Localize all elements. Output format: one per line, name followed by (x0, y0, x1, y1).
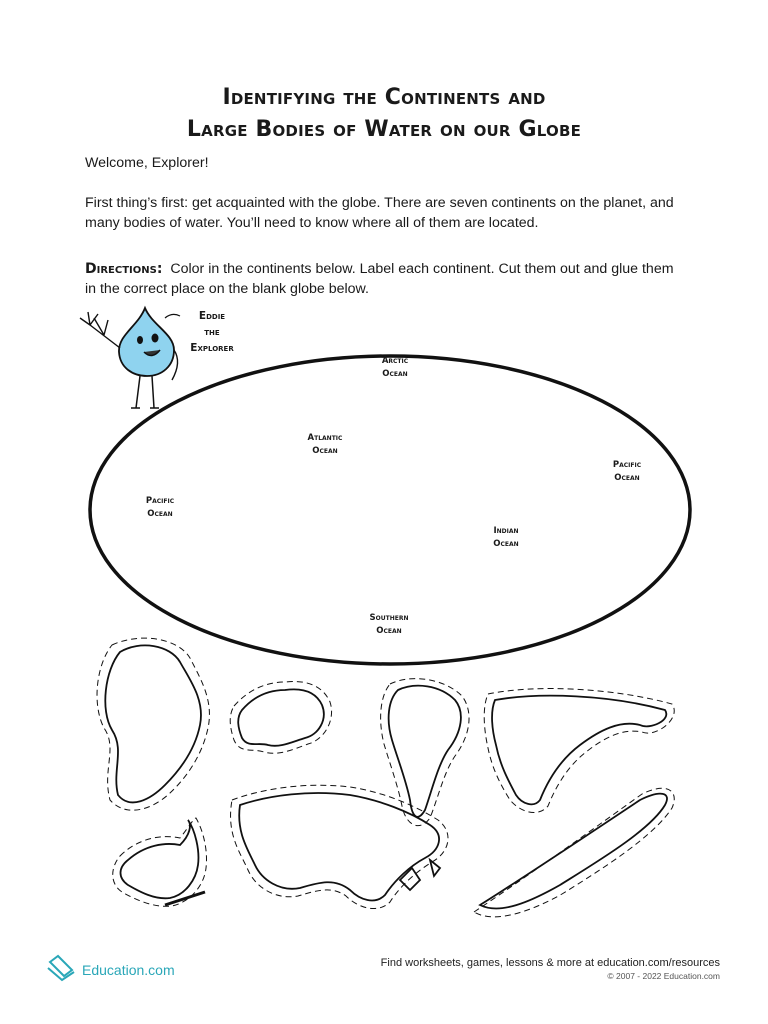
footer-resources-link[interactable]: Find worksheets, games, lessons & more at education.com/resources (380, 957, 720, 969)
directions-label: Directions: (85, 261, 163, 277)
mascot-name-label: Eddie the Explorer (190, 310, 234, 354)
title-line-1: Identifying the Continents and (222, 85, 546, 110)
ocean-label-southern: Southern Ocean (369, 613, 409, 636)
title-line-2: Large Bodies of Water on our Globe (186, 117, 582, 142)
directions-body: Color in the continents below. Label each continent. Cut them out and glue them in the correct place on the blank globe below. (85, 261, 674, 297)
ocean-label-indian: Indian Ocean (493, 526, 519, 549)
ocean-label-atlantic: Atlantic Ocean (307, 433, 343, 456)
asia-cutout (231, 785, 448, 908)
continent-cutout-icons (97, 638, 674, 917)
water-drop-mascot-icon (80, 308, 180, 408)
welcome-text: Welcome, Explorer! (85, 155, 209, 171)
antarctica-cutout (474, 788, 674, 917)
brand-name: Education.com (82, 962, 175, 978)
ocean-label-arctic: Arctic Ocean (381, 356, 409, 379)
education-logo[interactable] (48, 955, 175, 985)
africa-cutout (97, 638, 209, 810)
australia-cutout (113, 818, 207, 906)
footer (381, 957, 720, 981)
ocean-label-pacific-west: Pacific Ocean (145, 496, 175, 519)
south-america-cutout (381, 679, 469, 826)
ocean-label-pacific-east: Pacific Ocean (612, 460, 642, 483)
footer-copyright: © 2007 - 2022 Education.com (607, 971, 720, 981)
north-america-cutout (484, 689, 674, 813)
europe-cutout (230, 682, 331, 754)
intro-text: First thing’s first: get acquainted with the globe. There are seven continents on the planet, and many bodies of water. You’ll need to know where all of them are located. (85, 195, 674, 231)
